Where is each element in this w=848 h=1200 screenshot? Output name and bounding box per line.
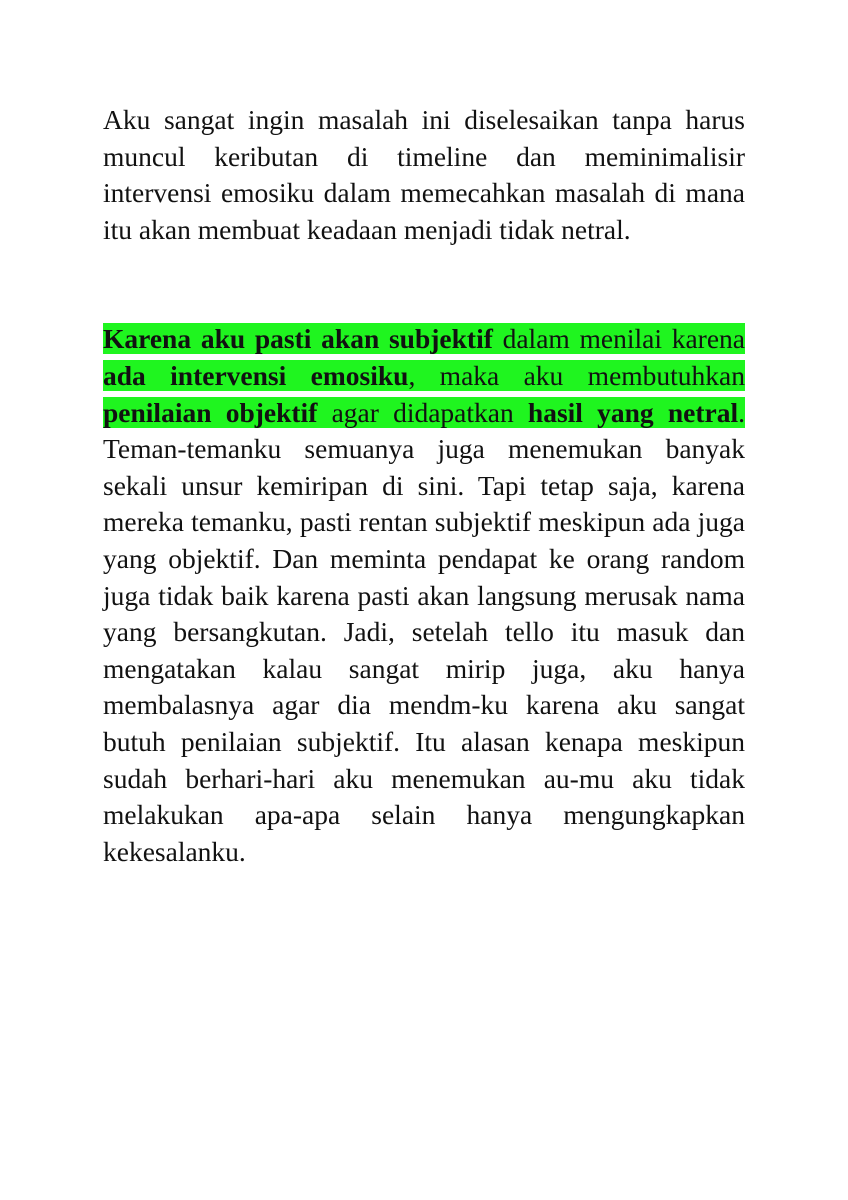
highlighted-passage <box>103 323 745 427</box>
paragraph-1: Aku sangat ingin masalah ini diselesaikan tanpa harus muncul keributan di timeline dan meminimalisir intervensi emosiku dalam memecahkan masalah di mana itu akan membuat keadaan menjadi tidak netral. <box>103 104 745 245</box>
highlight-segment-plain-1: dalam menilai karena <box>492 323 745 355</box>
paragraph-2 <box>103 321 745 870</box>
highlight-segment-bold-3: penilaian objektif <box>103 396 318 428</box>
document-page <box>103 102 745 870</box>
highlight-segment-plain-2: , maka aku membutuhkan <box>408 359 746 391</box>
highlight-segment-bold-4: hasil yang netral <box>527 396 739 428</box>
highlight-segment-plain-3: agar didapatkan <box>317 396 528 428</box>
highlight-segment-bold-2: ada intervensi emosiku <box>103 359 409 391</box>
highlight-segment-bold-1: Karena aku pasti akan subjektif <box>103 323 493 355</box>
paragraph-2-rest: Teman-temanku semuanya juga menemukan banyak sekali unsur kemiripan di sini. Tapi tetap saja, karena mereka temanku, pasti rentan subjektif meskipun ada juga yang objektif. Dan meminta pendapat ke orang random juga tidak baik karena pasti akan langsung merusak nama yang bersangkutan. Jadi, setelah tello itu masuk dan mengatakan kalau sangat mirip juga, aku hanya membalasnya agar dia mendm-ku karena aku sangat butuh penilaian subjektif. Itu alasan kenapa meskipun sudah berhari-hari aku menemukan au-mu aku tidak melakukan apa-apa selain hanya mengungkapkan kekesalanku. <box>103 433 745 867</box>
highlight-segment-plain-4: . <box>738 396 746 428</box>
